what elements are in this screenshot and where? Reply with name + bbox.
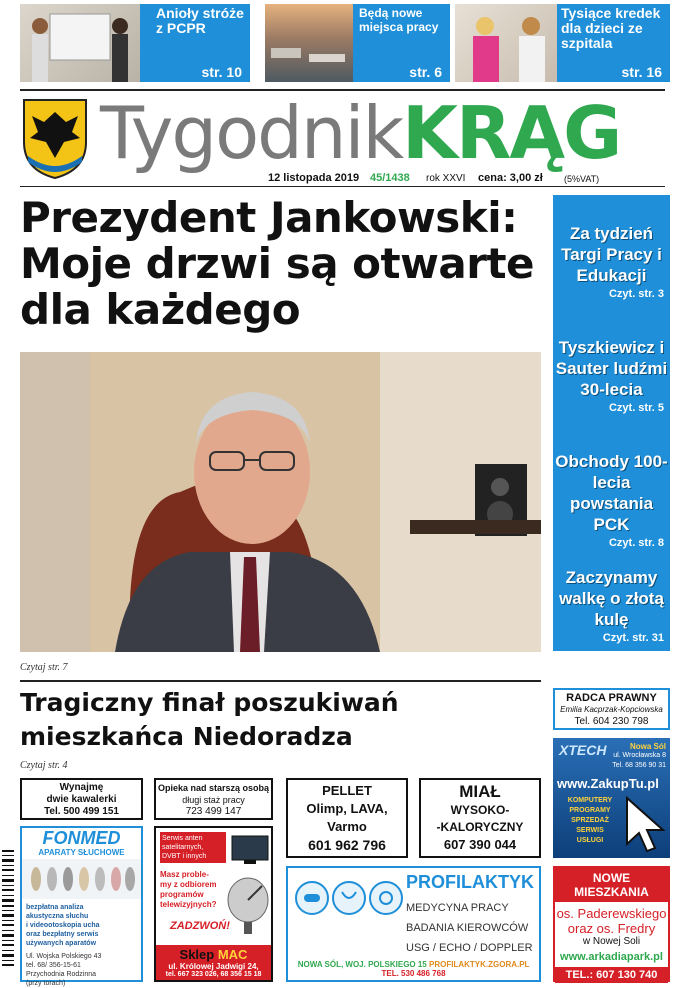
sidebar-item-title: Obchody 100-lecia powstania PCK xyxy=(555,452,668,534)
ad-nowe-mieszkania[interactable] xyxy=(553,866,670,982)
tv-icon xyxy=(230,834,270,866)
masthead-title-light: Tygodnik xyxy=(100,91,403,175)
sidebar-item-tyszkiewicz[interactable] xyxy=(553,337,670,414)
ad-line: PROFILAKTYK.ZGORA.PL xyxy=(429,960,530,969)
coat-of-arms-icon xyxy=(22,98,88,180)
ad-line: Masz proble- xyxy=(160,870,209,879)
lead-photo xyxy=(20,352,541,652)
ad-problem xyxy=(160,870,216,910)
teaser-photo xyxy=(20,4,140,82)
ad-line: PELLET xyxy=(322,783,372,798)
ad-line: MIAŁ xyxy=(459,782,501,801)
sidebar-item-pck[interactable] xyxy=(553,451,670,549)
sidebar-item-page: Czyt. str. 31 xyxy=(602,632,664,644)
ad-line: ul. Wrocławska 8 xyxy=(613,752,666,759)
ad-line: USG / ECHO / DOPPLER xyxy=(406,942,533,954)
people-image-icon xyxy=(20,4,140,82)
ad-footer xyxy=(288,960,539,978)
ad-line: Emilia Kacprzak-Kopciowska xyxy=(560,705,663,714)
ad-line: długi staż pracy xyxy=(182,795,245,805)
sidebar-item-zlota-kula[interactable] xyxy=(553,567,670,644)
ad-shop-name xyxy=(156,947,271,962)
teaser-photo xyxy=(455,4,557,82)
ad-line: Serwis anten xyxy=(162,835,203,842)
sidebar-item-page: Czyt. str. 8 xyxy=(608,537,664,549)
ad-line: 607 390 044 xyxy=(443,837,517,852)
ad-line: i videootoskopia ucha xyxy=(26,922,100,929)
ad-line: tel. 68/ 356-15-61 xyxy=(26,962,81,969)
ad-services xyxy=(559,796,621,846)
ad-line: Olimp, LAVA, xyxy=(306,801,388,816)
ad-line: 723 499 147 xyxy=(185,806,242,817)
ad-line: SPRZEDAŻ xyxy=(571,817,609,824)
masthead-title-bold: KRĄG xyxy=(402,91,621,175)
cursor-icon xyxy=(623,796,667,852)
sidebar-item-title: Tyszkiewicz i Sauter ludźmi 30-lecia xyxy=(555,338,668,399)
ad-line: używanych aparatów xyxy=(26,940,97,947)
ad-fonmed[interactable] xyxy=(20,826,143,987)
medical-icons xyxy=(294,874,404,922)
teaser-miejsca-pracy[interactable] xyxy=(265,4,450,82)
ad-line: Tel. 604 230 798 xyxy=(574,716,649,727)
ad-call: ZADZWOŃ! xyxy=(170,920,230,932)
ad-line: Nowa Sól xyxy=(629,742,666,751)
ad-line: akustyczna słuchu xyxy=(26,913,89,920)
ad-line: (przy torach) xyxy=(26,980,66,987)
ad-brand: XTECH xyxy=(559,742,607,758)
ad-line: APARATY SŁUCHOWE xyxy=(38,848,125,857)
ad-radca-prawny[interactable] xyxy=(553,688,670,730)
teaser-title: Będą nowe miejsca pracy xyxy=(359,6,439,34)
section-rule xyxy=(20,680,541,682)
ad-line: programów xyxy=(160,890,204,899)
ad-line: Sklep xyxy=(179,947,215,962)
teaser-title: Anioły stróże z PCPR xyxy=(156,5,244,36)
barcode xyxy=(2,850,14,970)
ad-line: oraz os. Fredry xyxy=(567,921,656,936)
ad-line: BADANIA KIEROWCÓW xyxy=(406,922,529,934)
ad-line: NOWA SÓL, WOJ. POLSKIEGO 15 xyxy=(297,960,427,969)
ad-title: NOWE MIESZKANIA xyxy=(555,868,668,902)
aerial-image-icon xyxy=(265,4,353,82)
teaser-aniolы[interactable] xyxy=(20,4,250,82)
ad-line: WYSOKO- xyxy=(450,803,510,817)
ad-line: dwie kawalerki xyxy=(46,794,117,805)
ad-footer xyxy=(156,945,271,980)
ad-profilaktyk[interactable] xyxy=(286,866,541,982)
ad-brand: PROFILAKTYK xyxy=(406,872,534,892)
ad-line: DVBT i innych xyxy=(162,853,207,860)
ad-line: satelitarnych, xyxy=(162,844,204,851)
ad-line: telewizyjnych? xyxy=(160,900,217,909)
lead-caption: Czytaj str. 7 xyxy=(20,662,68,673)
ad-line: Tel. 500 499 151 xyxy=(44,806,119,817)
teaser-photo xyxy=(265,4,353,82)
ad-address xyxy=(22,952,141,988)
ad-line: 601 962 796 xyxy=(308,837,386,853)
issue-number: 45/1438 xyxy=(370,172,410,184)
ad-line: PROGRAMY xyxy=(569,807,611,814)
ad-line: tel. 667 323 026, 68 356 15 18 xyxy=(165,971,262,978)
teaser-kredki[interactable] xyxy=(455,4,670,82)
ad-line: w Nowej Soli xyxy=(582,936,641,947)
ad-line: Ul. Wojska Polskiego 43 xyxy=(26,953,102,960)
ad-opieka[interactable] xyxy=(154,778,273,820)
ad-service xyxy=(160,832,226,863)
masthead-title xyxy=(100,93,620,174)
people-image-icon xyxy=(455,4,557,82)
ad-pellet[interactable] xyxy=(286,778,408,858)
sidebar-item-title: Zaczynamy walkę o złotą kulę xyxy=(559,568,664,629)
ad-xtech[interactable] xyxy=(553,738,670,858)
ad-services xyxy=(406,898,533,958)
ad-line: RADCA PRAWNY xyxy=(566,692,657,704)
ad-line: ul. Królowej Jadwigi 24, xyxy=(168,962,259,971)
ad-kawalerki[interactable] xyxy=(20,778,143,820)
sidebar-teasers xyxy=(553,195,670,651)
sidebar-item-title: Za tydzień Targi Pracy i Edukacji xyxy=(561,224,662,285)
ad-line: TEL. 530 486 768 xyxy=(381,969,446,978)
ad-url: www.arkadiapark.pl xyxy=(560,951,663,963)
portrait-image-icon xyxy=(20,352,541,652)
ad-line: bezpłatna analiza xyxy=(26,904,84,911)
ad-brand: FONMED xyxy=(42,828,121,848)
ad-line: Wynajmę xyxy=(59,782,104,793)
teaser-page: str. 16 xyxy=(621,64,662,80)
ad-line: Opieka nad starszą osobą xyxy=(157,783,270,793)
issue-vat: (5%VAT) xyxy=(564,174,600,184)
ad-details xyxy=(22,903,141,948)
ad-line: MAC xyxy=(217,947,248,962)
ad-line: os. Paderewskiego xyxy=(556,906,667,921)
ad-line: Varmo xyxy=(327,819,367,834)
ad-phone: TEL.: 607 130 740 xyxy=(555,967,668,983)
ad-line: oraz bezpłatny serwis xyxy=(26,931,99,938)
lead-headline[interactable]: Prezydent Jankowski: Moje drzwi są otwarte dla każdego xyxy=(20,193,535,334)
teaser-title: Tysiące kredek dla dzieci ze szpitala xyxy=(561,5,661,51)
second-headline[interactable]: Tragiczny finał poszukiwań mieszkańca Niedoradza xyxy=(20,688,399,751)
issue-year: rok XXVI xyxy=(426,173,466,184)
ad-line: USŁUGI xyxy=(576,837,604,844)
sidebar-item-page: Czyt. str. 5 xyxy=(608,402,664,414)
ad-sklep-mac[interactable] xyxy=(154,826,273,982)
teaser-page: str. 6 xyxy=(409,64,442,80)
ad-mial[interactable] xyxy=(419,778,541,858)
second-caption: Czytaj str. 4 xyxy=(20,760,68,771)
sidebar-item-page: Czyt. str. 3 xyxy=(608,288,664,300)
ad-line: MEDYCYNA PRACY xyxy=(406,902,509,914)
ad-line: Tel. 68 356 90 31 xyxy=(612,762,666,769)
ad-line: my z odbiorem xyxy=(160,880,217,889)
ad-line: -KALORYCZNY xyxy=(436,820,524,834)
issue-date: 12 listopada 2019 xyxy=(268,172,360,184)
issue-price: cena: 3,00 zł xyxy=(478,172,543,184)
hearing-aid-icon xyxy=(22,859,141,899)
sidebar-item-targi[interactable] xyxy=(553,223,670,300)
ad-line: SERWIS xyxy=(576,827,604,834)
ad-url: www.ZakupTu.pl xyxy=(557,776,659,791)
masthead-rule-bottom xyxy=(20,186,665,187)
ad-line: KOMPUTERY xyxy=(567,797,613,804)
teaser-page: str. 10 xyxy=(201,64,242,80)
ad-line: Przychodnia Rodzinna xyxy=(26,971,97,978)
